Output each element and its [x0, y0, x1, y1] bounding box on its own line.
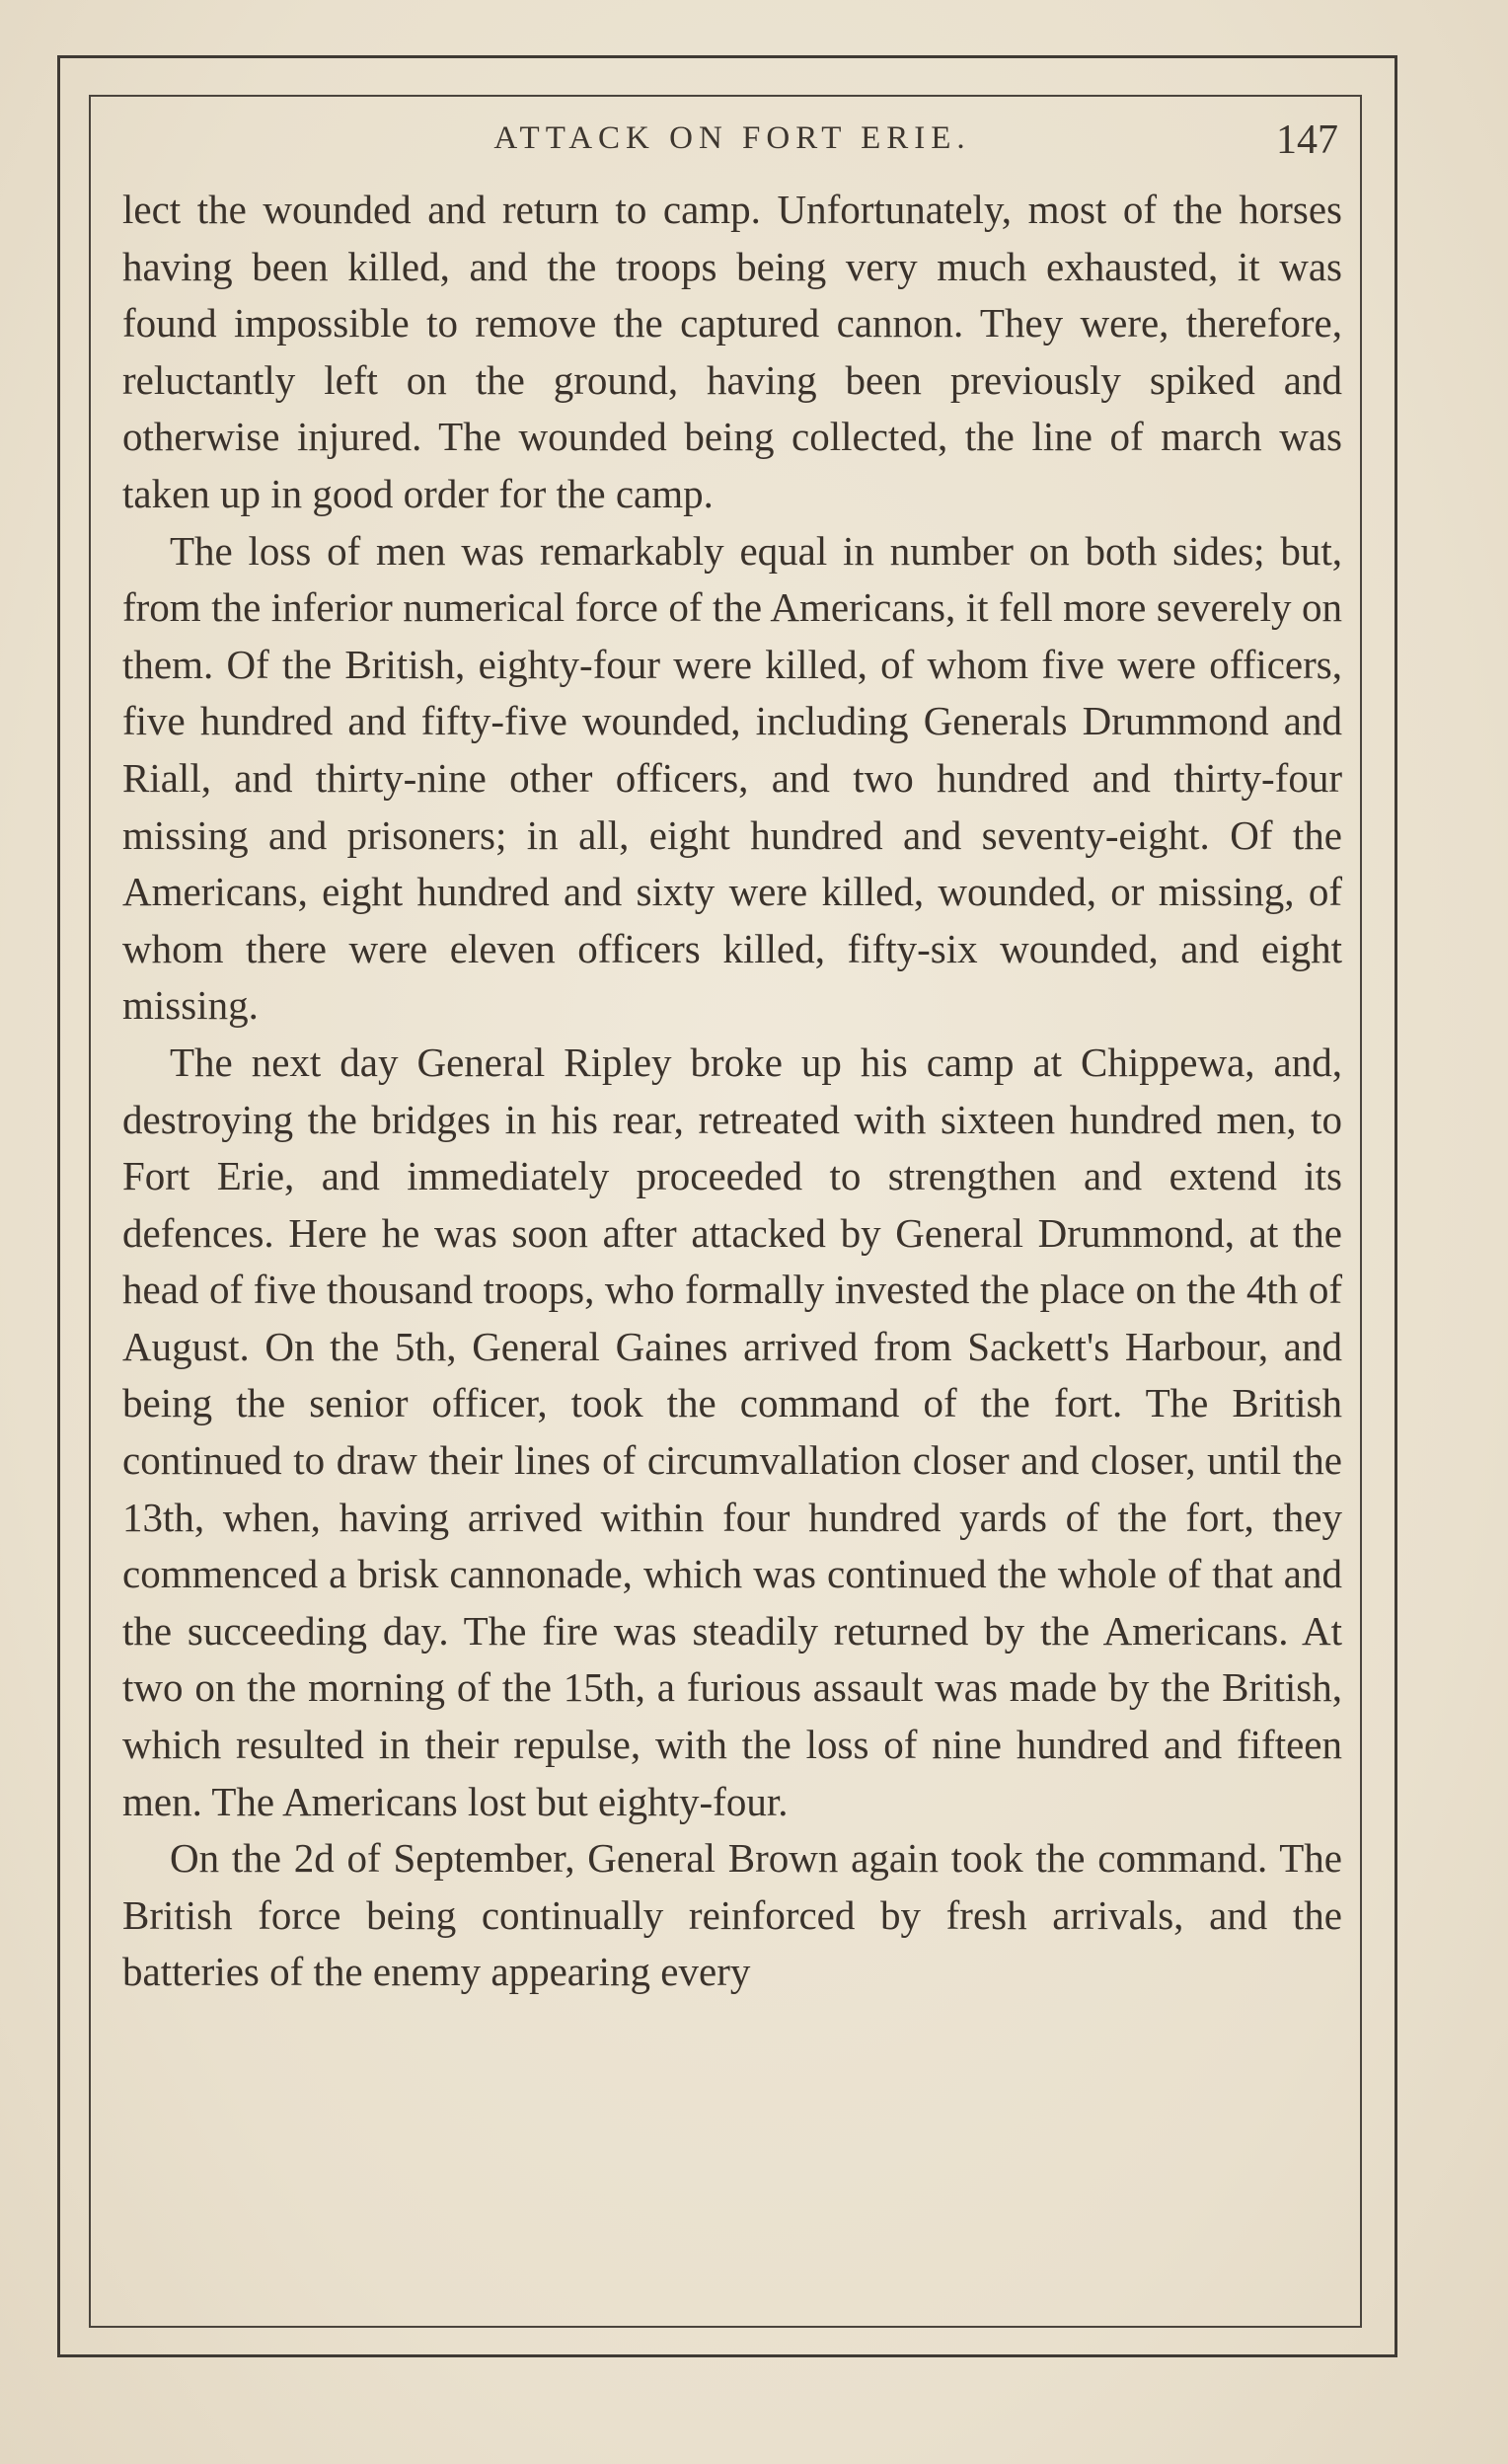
- paragraph-continued: lect the wounded and return to camp. Unfortunately, most of the horses having been killed, and the troops being very much exhausted, it was found impossible to remove the captured cannon. They were, therefore, reluctantly left on the ground, having been previously spiked and otherwise injured. The wounded being collected, the line of march was taken up in good order for the camp.: [122, 187, 1342, 516]
- paragraph: On the 2d of September, General Brown again took the command. The British force being continually reinforced by fresh arrivals, and the batteries of the enemy appearing every: [122, 1835, 1342, 1995]
- running-head: [122, 113, 1342, 172]
- paragraph: The next day General Ripley broke up his camp at Chippewa, and, destroying the bridges in his rear, retreated with sixteen hundred men, to Fort Erie, and immediately proceeded to strengthen and extend its defences. Here he was soon after attacked by General Drummond, at the head of five thousand troops, who formally invested the place on the 4th of August. On the 5th, General Gaines arrived from Sackett's Harbour, and being the senior officer, took the command of the fort. The British continued to draw their lines of circumvallation closer and closer, until the 13th, when, having arrived within four hundred yards of the fort, they commenced a brisk cannonade, which was continued the whole of that and the succeeding day. The fire was steadily returned by the Americans. At two on the morning of the 15th, a furious assault was made by the British, which resulted in their repulse, with the loss of nine hundred and fifteen men. The Americans lost but eighty-four.: [122, 1039, 1342, 1824]
- running-title: ATTACK ON FORT ERIE.: [493, 120, 971, 156]
- paragraph: The loss of men was remarkably equal in number on both sides; but, from the inferior numerical force of the Americans, it fell more severely on them. Of the British, eighty-four were killed, of whom five were officers, five hundred and fifty-five wounded, including Generals Drummond and Riall, and thirty-nine other officers, and two hundred and thirty-four missing and prisoners; in all, eight hundred and seventy-eight. Of the Americans, eight hundred and sixty were killed, wounded, or missing, of whom there were eleven officers killed, fifty-six wounded, and eight missing.: [122, 527, 1342, 1029]
- body-text: [122, 182, 1342, 2001]
- page-number: 147: [1276, 117, 1338, 163]
